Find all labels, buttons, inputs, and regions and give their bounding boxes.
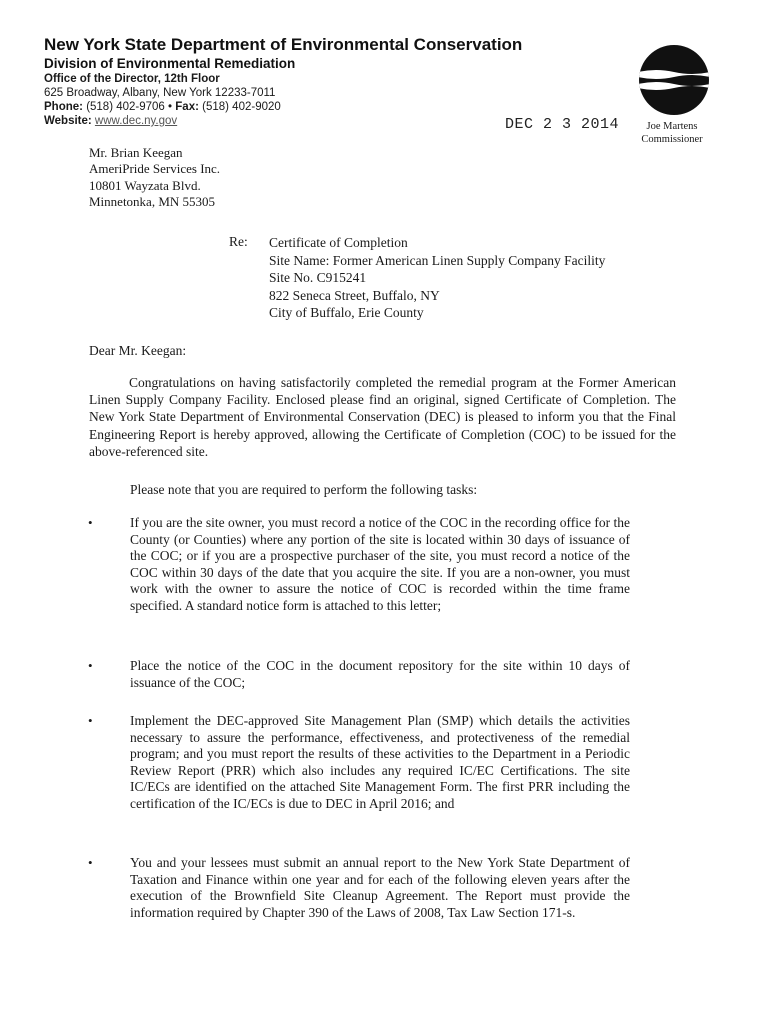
- re-block: [269, 234, 605, 322]
- website-line: [44, 114, 177, 128]
- nysdec-logo-icon: [638, 44, 710, 116]
- recipient-name: Mr. Brian Keegan: [89, 145, 183, 160]
- commissioner-title: Commissioner: [641, 134, 703, 145]
- bullet-icon: •: [88, 658, 93, 673]
- task-item: If you are the site owner, you must record a notice of the COC in the recording office for the County (or Counties) where any portion of the site is located within 30 days of issuance of the COC; or if you are a prospective purchaser of the site, you must record a notice of the COC within 30 days of the date that you acquire the site. If you are a non-owner, you must work with the owner to assure the notice of COC is recorded within the time frame specified. A standard notice form is attached to this letter;: [130, 515, 630, 613]
- re-subject: Certificate of Completion: [269, 235, 408, 250]
- phone-label: Phone:: [44, 101, 83, 113]
- task-item: You and your lessees must submit an annual report to the New York State Department of Taxation and Finance within one year and for each of the following eleven years after the execution of the Brownfield Site Cleanup Agreement. The Report must provide the information required by Chapter 390 of the Laws of 2008, Tax Law Section 171-s.: [130, 855, 630, 920]
- fax-number: (518) 402-9020: [202, 101, 281, 113]
- fax-label: Fax:: [175, 101, 199, 113]
- intro-paragraph: Congratulations on having satisfactorily completed the remedial program at the Former American Linen Supply Company Facility. Enclosed please find an original, signed Certificate of Completion. The New York State Department of Environmental Conservation (DEC) is pleased to inform you that the Final Engineering Report is hereby approved, allowing the Certificate of Completion (COC) to be issued for the above-referenced site.: [89, 375, 676, 459]
- recipient-city: Minnetonka, MN 55305: [89, 193, 216, 209]
- agency-name: New York State Department of Environmental Conservation: [44, 35, 523, 54]
- division-name: Division of Environmental Remediation: [44, 56, 296, 71]
- phone-line: [44, 100, 281, 114]
- commissioner-name: Joe Martens: [646, 121, 698, 132]
- recipient-company: AmeriPride Services Inc.: [89, 161, 221, 177]
- date-stamp: DEC 2 3 2014: [505, 116, 620, 133]
- bullet-icon: •: [88, 713, 93, 728]
- bullet-icon: •: [88, 855, 93, 870]
- bullet-icon: •: [88, 515, 93, 530]
- website-label: Website:: [44, 115, 92, 127]
- address-line: 625 Broadway, Albany, New York 12233-7011: [44, 87, 276, 99]
- separator-dot: •: [168, 101, 173, 113]
- re-site-name: Site Name: Former American Linen Supply Company Facility: [269, 252, 606, 268]
- task-item: Implement the DEC-approved Site Management Plan (SMP) which details the activities necessary to assure the performance, effectiveness, and protectiveness of the remedial program; and you must report the results of these activities to the Department in a Periodic Review Report (PRR) which also includes any required IC/EC Certifications. The site IC/ECs are identified on the attached Site Management Form. The first PRR including the certification of the IC/ECs is due to DEC in April 2016; and: [130, 713, 630, 811]
- recipient-street: 10801 Wayzata Blvd.: [89, 177, 201, 193]
- office-line: Office of the Director, 12th Floor: [44, 73, 220, 85]
- website-link[interactable]: www.dec.ny.gov: [94, 115, 178, 127]
- recipient-address: [89, 145, 220, 210]
- re-locality: City of Buffalo, Erie County: [269, 305, 424, 321]
- re-site-address: 822 Seneca Street, Buffalo, NY: [269, 287, 440, 303]
- tasks-intro: Please note that you are required to perform the following tasks:: [130, 482, 478, 497]
- commissioner-block: [622, 120, 722, 146]
- re-site-number: Site No. C915241: [269, 270, 367, 286]
- re-label: Re:: [229, 234, 248, 249]
- phone-number: (518) 402-9706: [86, 101, 165, 113]
- task-item: Place the notice of the COC in the document repository for the site within 10 days of issuance of the COC;: [130, 658, 630, 690]
- salutation: Dear Mr. Keegan:: [89, 343, 187, 358]
